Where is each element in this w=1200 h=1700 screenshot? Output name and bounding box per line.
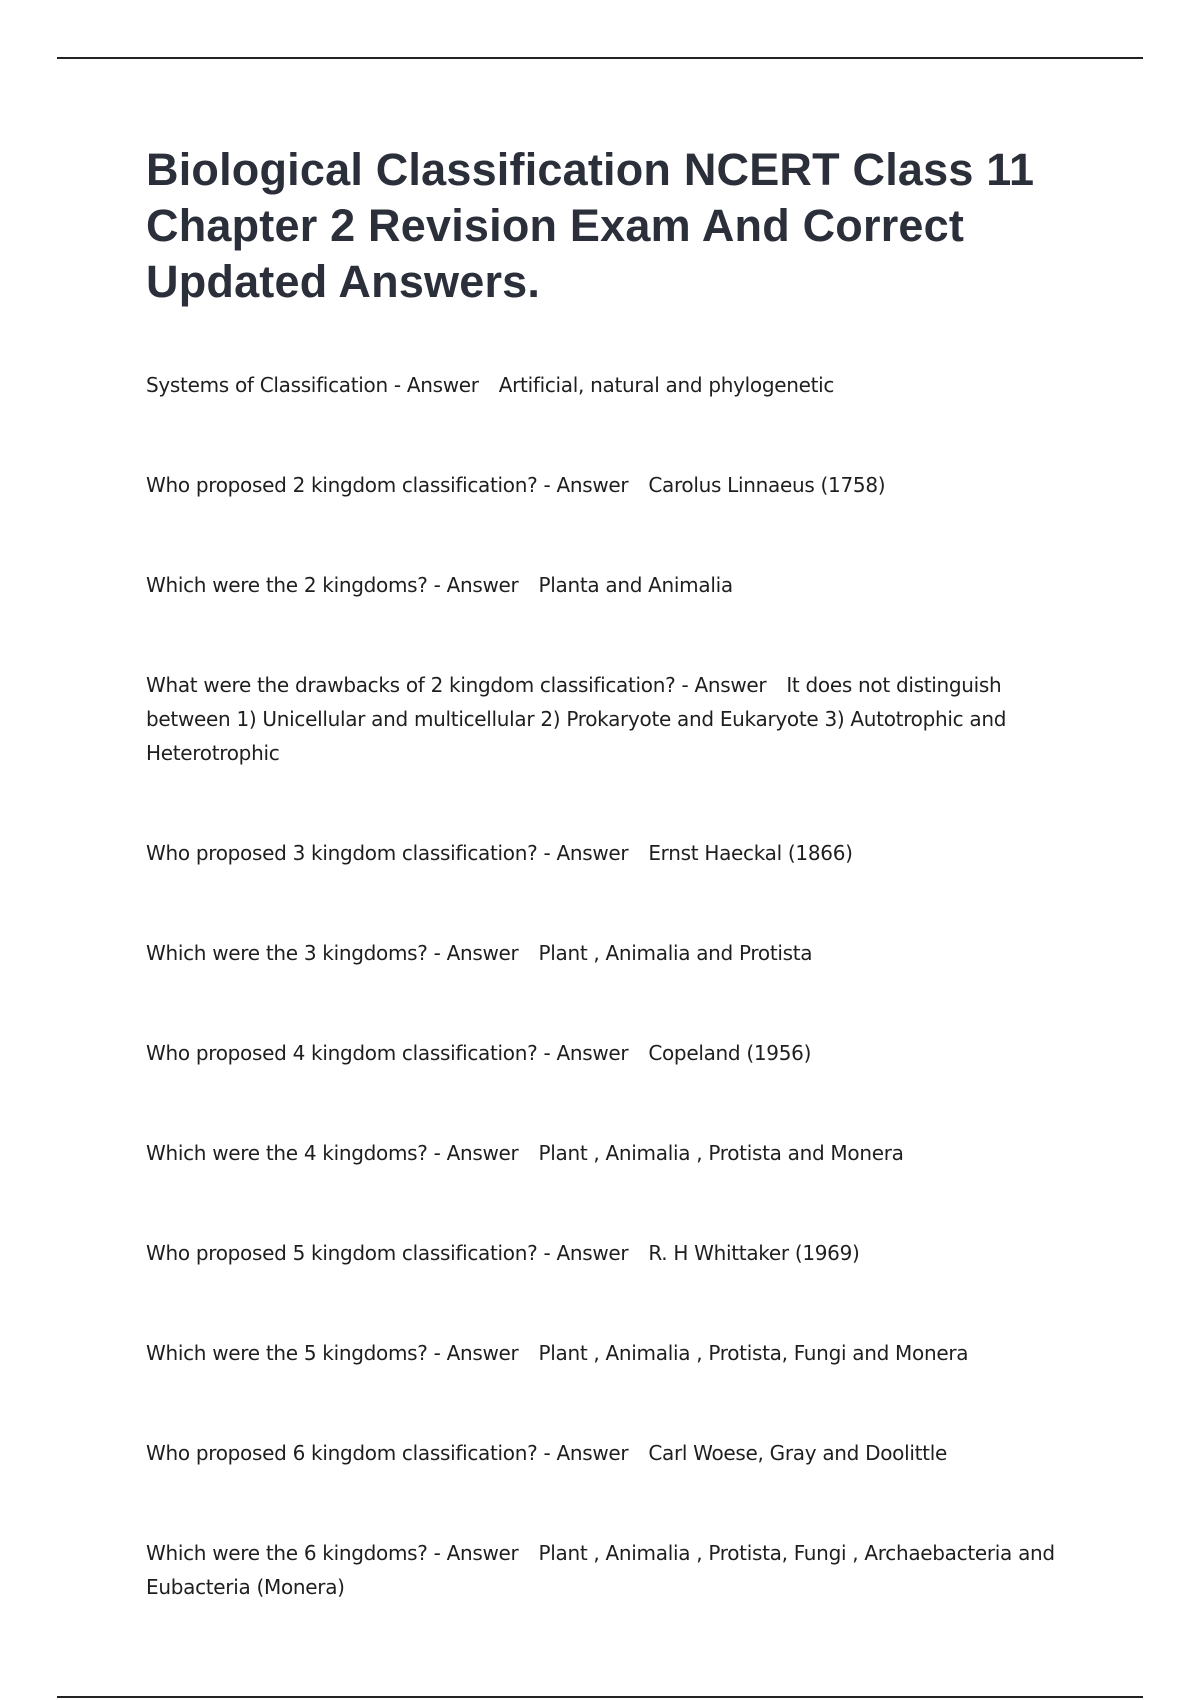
qa-item bbox=[146, 468, 1086, 502]
answer-marker: - Answer bbox=[393, 373, 479, 397]
answer-marker: - Answer bbox=[681, 673, 767, 697]
question: Who proposed 4 kingdom classification? bbox=[146, 1041, 538, 1065]
question: Which were the 2 kingdoms? bbox=[146, 573, 428, 597]
question: What were the drawbacks of 2 kingdom classification? bbox=[146, 673, 676, 697]
qa-item bbox=[146, 936, 1086, 970]
qa-list bbox=[146, 368, 1086, 1604]
answer-marker: - Answer bbox=[543, 841, 629, 865]
question: Systems of Classification bbox=[146, 373, 388, 397]
answer: Plant , Animalia , Protista, Fungi , Archaebacteria and Eubacteria (Monera) bbox=[146, 1541, 1055, 1599]
question: Who proposed 2 kingdom classification? bbox=[146, 473, 538, 497]
answer-marker: - Answer bbox=[543, 1041, 629, 1065]
answer: Artificial, natural and phylogenetic bbox=[498, 373, 835, 397]
question: Which were the 6 kingdoms? bbox=[146, 1541, 428, 1565]
question: Which were the 4 kingdoms? bbox=[146, 1141, 428, 1165]
answer-marker: - Answer bbox=[543, 1441, 629, 1465]
document-title: Biological Classification NCERT Class 11 Chapter 2 Revision Exam And Correct Updated Answers. bbox=[146, 144, 1035, 307]
qa-item bbox=[146, 1436, 1086, 1470]
qa-item bbox=[146, 1536, 1086, 1604]
question: Which were the 3 kingdoms? bbox=[146, 941, 428, 965]
qa-item bbox=[146, 1336, 1086, 1370]
answer: R. H Whittaker (1969) bbox=[648, 1241, 860, 1265]
answer: Plant , Animalia , Protista and Monera bbox=[538, 1141, 904, 1165]
question: Which were the 5 kingdoms? bbox=[146, 1341, 428, 1365]
question: Who proposed 3 kingdom classification? bbox=[146, 841, 538, 865]
answer-marker: - Answer bbox=[543, 473, 629, 497]
answer: It does not distinguish between 1) Unicellular and multicellular 2) Prokaryote and Eukaryote 3) Autotrophic and Heterotrophic bbox=[146, 673, 1007, 765]
qa-item bbox=[146, 1236, 1086, 1270]
question: Who proposed 5 kingdom classification? bbox=[146, 1241, 538, 1265]
qa-item bbox=[146, 568, 1086, 602]
qa-item bbox=[146, 1136, 1086, 1170]
answer-marker: - Answer bbox=[433, 941, 519, 965]
qa-item bbox=[146, 668, 1086, 770]
question: Who proposed 6 kingdom classification? bbox=[146, 1441, 538, 1465]
answer: Planta and Animalia bbox=[538, 573, 733, 597]
answer: Plant , Animalia and Protista bbox=[538, 941, 813, 965]
answer: Carl Woese, Gray and Doolittle bbox=[648, 1441, 947, 1465]
document-body bbox=[146, 142, 1086, 1670]
answer-marker: - Answer bbox=[433, 573, 519, 597]
answer-marker: - Answer bbox=[433, 1141, 519, 1165]
qa-item bbox=[146, 836, 1086, 870]
answer-marker: - Answer bbox=[433, 1341, 519, 1365]
answer: Plant , Animalia , Protista, Fungi and Monera bbox=[538, 1341, 969, 1365]
qa-item bbox=[146, 368, 1086, 402]
answer: Ernst Haeckal (1866) bbox=[648, 841, 853, 865]
bottom-rule bbox=[57, 1696, 1143, 1698]
answer: Carolus Linnaeus (1758) bbox=[648, 473, 886, 497]
answer-marker: - Answer bbox=[543, 1241, 629, 1265]
top-rule bbox=[57, 57, 1143, 59]
answer: Copeland (1956) bbox=[648, 1041, 812, 1065]
answer-marker: - Answer bbox=[433, 1541, 519, 1565]
qa-item bbox=[146, 1036, 1086, 1070]
